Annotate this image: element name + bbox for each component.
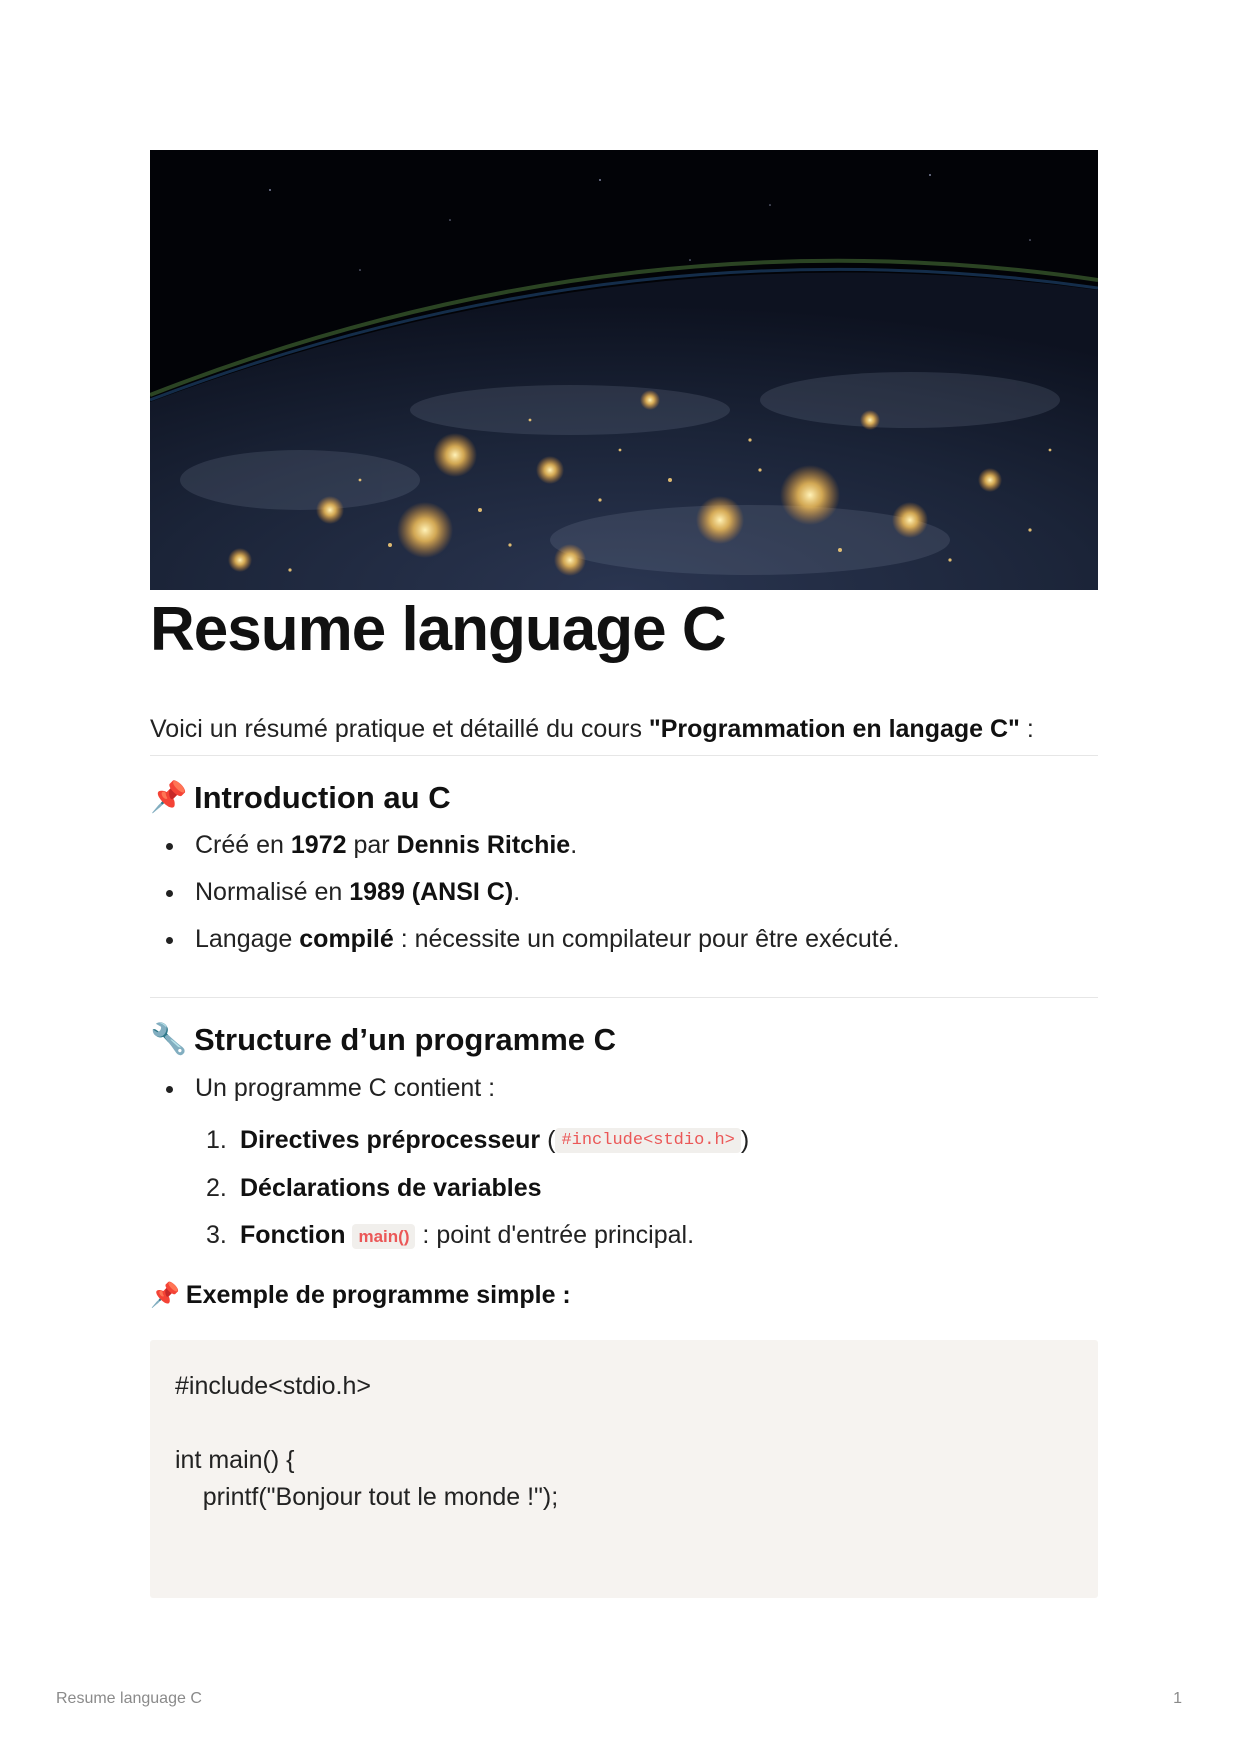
code-line: int main() { — [175, 1446, 295, 1474]
section-heading-introduction — [150, 778, 451, 818]
footer-page-number: 1 — [1173, 1690, 1182, 1707]
code-block[interactable] — [150, 1340, 1098, 1598]
introduction-list — [150, 828, 1098, 956]
footer-document-title: Resume language C — [56, 1690, 202, 1707]
wrench-icon: 🔧 — [150, 1023, 188, 1056]
step-item: 1. Directives préprocesseur ( #include<stdio.h> ) — [206, 1126, 750, 1154]
page — [150, 150, 1098, 1511]
intro-suffix: : — [1019, 715, 1034, 743]
step-item: 3. Fonction main() : point d'entrée principal. — [206, 1221, 695, 1250]
structure-steps — [150, 1123, 749, 1254]
code-line — [175, 1405, 1073, 1442]
intro-course-name: "Programmation en langage C" — [648, 715, 1020, 743]
list-item: Normalisé en 1989 (ANSI C). — [150, 875, 1098, 909]
divider — [150, 997, 1098, 998]
example-heading: 📌 Exemple de programme simple : — [150, 1281, 571, 1309]
pushpin-icon: 📌 — [150, 781, 188, 814]
pushpin-icon: 📌 — [150, 1282, 180, 1309]
intro-text: Voici un résumé pratique et détaillé du cours — [150, 715, 649, 743]
cover-image — [150, 150, 1098, 590]
list-item: Un programme C contient : — [150, 1071, 1098, 1105]
step-item: 2. Déclarations de variables — [206, 1174, 542, 1203]
code-line: printf("Bonjour tout le monde !"); — [175, 1483, 559, 1511]
section-heading-text: Structure d’un programme C — [194, 1022, 616, 1057]
intro-paragraph — [150, 712, 1098, 746]
section-heading-structure — [150, 1020, 616, 1060]
inline-code: #include<stdio.h> — [555, 1128, 740, 1153]
divider — [150, 755, 1098, 756]
code-line: #include<stdio.h> — [175, 1372, 371, 1400]
earth-at-night-illustration — [150, 150, 1098, 590]
page-title: Resume language C — [150, 595, 726, 664]
structure-list — [150, 1071, 1098, 1105]
list-item: Créé en 1972 par Dennis Ritchie. — [150, 828, 1098, 862]
section-heading-text: Introduction au C — [194, 780, 451, 815]
inline-code: main() — [352, 1224, 415, 1249]
list-item: Langage compilé : nécessite un compilateur pour être exécuté. — [150, 922, 1098, 956]
